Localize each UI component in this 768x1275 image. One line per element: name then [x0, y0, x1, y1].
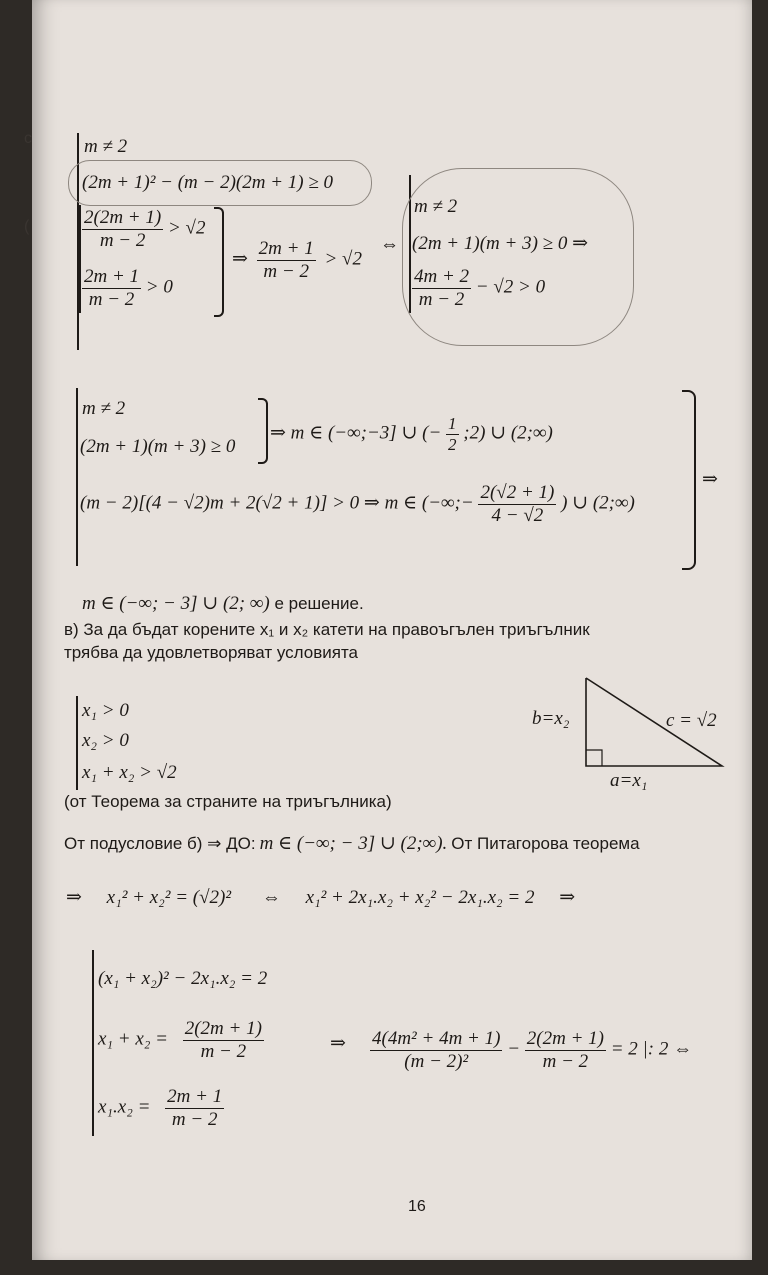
- right-brace: [258, 398, 268, 464]
- condition-line: m ≠ 2: [82, 398, 126, 419]
- pythagoras-line: ⇒ x₁² + x₂² = (√2)² ⇔ x₁² + 2x₁.x₂ + x₂² − 2x₁.x₂ = 2 ⇒: [66, 887, 576, 908]
- margin-mark: c: [24, 130, 32, 147]
- inner-brace: [79, 205, 81, 313]
- sum-formula: x₁ + x₂ = $\frac{2(2m + 1)}{m - 2}$: [98, 1018, 262, 1062]
- solution-set: (m − 2)[(4 − √2)m + 2(√2 + 1)] > 0 ⇒ m ∈ (−∞;− $\frac{2(√2 + 1)}{4 - √2}$ ) ∪ (2;∞): [80, 482, 635, 526]
- system-brace: [76, 696, 78, 790]
- theorem-note: (от Теорема за страните на триъгълника): [64, 792, 392, 811]
- book-page: [24, 0, 752, 1260]
- product-formula: x₁.x₂ = $\frac{2m + 1}{m - 2}$: [98, 1086, 223, 1130]
- implication: ⇒ $\frac{2m + 1}{m - 2}$ > √2: [232, 238, 362, 282]
- condition-line: (2m + 1)² − (m − 2)(2m + 1) ≥ 0: [82, 172, 334, 193]
- subcondition-line: От подусловие б) ⇒ ДО: m ∈ (−∞; − 3] ∪ (2;∞). От Питагорова теорема: [64, 833, 640, 854]
- inequality-fraction: $\frac{4m + 2}{m - 2}$ − √2 > 0: [414, 266, 546, 310]
- condition-line: (2m + 1)(m + 3) ≥ 0 ⇒: [412, 233, 588, 254]
- right-brace: [682, 390, 696, 570]
- side-b-label: b=x₂: [532, 708, 570, 729]
- condition-line: (2m + 1)(m + 3) ≥ 0: [80, 436, 236, 457]
- condition-line: m ≠ 2: [414, 196, 458, 217]
- side-a-label: a=x₁: [610, 770, 648, 791]
- implication-arrow: ⇒: [330, 1033, 346, 1054]
- system-brace: [92, 950, 94, 1136]
- condition-line: x₂ > 0: [82, 730, 129, 751]
- solution-line: m ∈ (−∞; − 3] ∪ (2; ∞) е решение.: [82, 593, 364, 614]
- condition-line: (x₁ + x₂)² − 2x₁.x₂ = 2: [98, 968, 268, 989]
- side-c-label: c = √2: [666, 710, 717, 731]
- right-brace: [214, 207, 224, 317]
- system-brace: [76, 388, 78, 566]
- paragraph-line: в) За да бъдат корените x₁ и x₂ катети на правоъгълен триъгълник: [64, 620, 590, 639]
- solution-set: ⇒ m ∈ (−∞;−3] ∪ (− $\frac{1}{2}$ ;2) ∪ (2;∞): [270, 414, 553, 454]
- paragraph-line: трябва да удовлетворяват условията: [64, 643, 359, 662]
- inequality-fraction: $\frac{2m + 1}{m - 2}$ > 0: [84, 266, 173, 310]
- inequality-fraction: $\frac{2(2m + 1)}{m - 2}$ > √2: [84, 207, 206, 251]
- pencil-annotation-ellipse: [68, 160, 372, 206]
- iff-symbol: ⇔: [380, 234, 399, 255]
- equation: $\frac{\text{4(4m² + 4m + 1)}}{\text{(m − 2)²}}$ − $\frac{2(2m + 1)}{m - 2}$ = 2 |: 2 ⇔: [372, 1028, 693, 1072]
- condition-line: x₁ + x₂ > √2: [82, 762, 177, 783]
- condition-line: x₁ > 0: [82, 700, 129, 721]
- implication-arrow: ⇒: [702, 469, 718, 490]
- condition-line: m ≠ 2: [84, 136, 128, 157]
- margin-mark: (: [24, 218, 30, 235]
- page-number: 16: [408, 1198, 426, 1215]
- pencil-annotation-ellipse: [402, 168, 634, 346]
